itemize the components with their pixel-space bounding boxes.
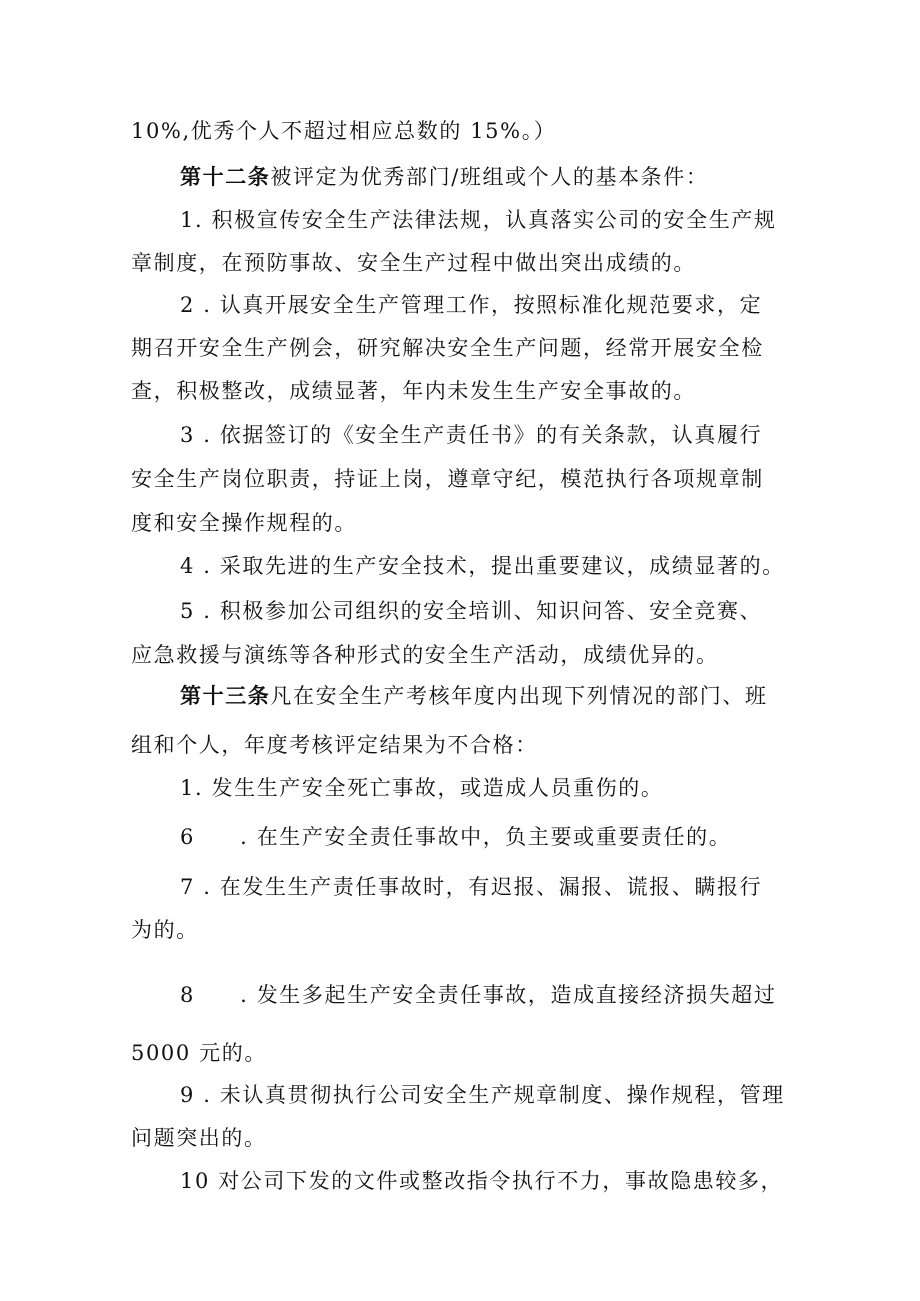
text-line: 6 . 在生产安全责任事故中，负主要或重要责任的。 xyxy=(180,825,732,849)
text-line: 度和安全操作规程的。 xyxy=(131,511,357,535)
text-line: 组和个人，年度考核评定结果为不合格： xyxy=(131,733,538,757)
text-line: 问题突出的。 xyxy=(131,1126,267,1150)
text-line: 10%,优秀个人不超过相应总数的 15%。） xyxy=(131,119,557,143)
text-line: 10 对公司下发的文件或整改指令执行不力，事故隐患较多， xyxy=(180,1169,784,1193)
text-line: 8 . 发生多起生产安全责任事故，造成直接经济损失超过 xyxy=(180,983,777,1007)
text-line: 查，积极整改，成绩显著，年内未发生生产安全事故的。 xyxy=(131,379,696,403)
article-12-paragraph xyxy=(180,162,708,192)
article-13-heading: 第十三条 xyxy=(180,683,271,708)
text-line: 应急救援与演练等各种形式的安全生产活动，成绩优异的。 xyxy=(131,643,719,667)
text-line: 3 . 依据签订的《安全生产责任书》的有关条款，认真履行 xyxy=(180,423,763,447)
text-line: 1. 发生生产安全死亡事故，或造成人员重伤的。 xyxy=(180,776,664,800)
text-line: 为的。 xyxy=(131,918,199,942)
text-line: 章制度，在预防事故、安全生产过程中做出突出成绩的。 xyxy=(131,251,696,275)
text-line: 凡在安全生产考核年度内出现下列情况的部门、班 xyxy=(270,684,768,708)
text-line: 被评定为优秀部门/班组或个人的基本条件： xyxy=(270,165,709,189)
text-line: 2 . 认真开展安全生产管理工作，按照标准化规范要求，定 xyxy=(180,293,763,317)
text-line: 9 . 未认真贯彻执行公司安全生产规章制度、操作规程，管理 xyxy=(180,1083,785,1107)
article-13-paragraph xyxy=(180,681,768,711)
text-line: 安全生产岗位职责，持证上岗，遵章守纪，模范执行各项规章制 xyxy=(131,467,764,491)
text-line: 4 . 采取先进的生产安全技术，提出重要建议，成绩显著的。 xyxy=(180,554,785,578)
article-12-heading: 第十二条 xyxy=(180,164,271,189)
text-line: 7 . 在发生生产责任事故时，有迟报、漏报、谎报、瞒报行 xyxy=(180,875,763,899)
text-line: 1. 积极宣传安全生产法律法规，认真落实公司的安全生产规 xyxy=(180,208,777,232)
text-line: 期召开安全生产例会，研究解决安全生产问题，经常开展安全检 xyxy=(131,336,764,360)
text-line: 5 . 积极参加公司组织的安全培训、知识问答、安全竞赛、 xyxy=(180,599,763,623)
text-line: 5000 元的。 xyxy=(131,1041,267,1065)
